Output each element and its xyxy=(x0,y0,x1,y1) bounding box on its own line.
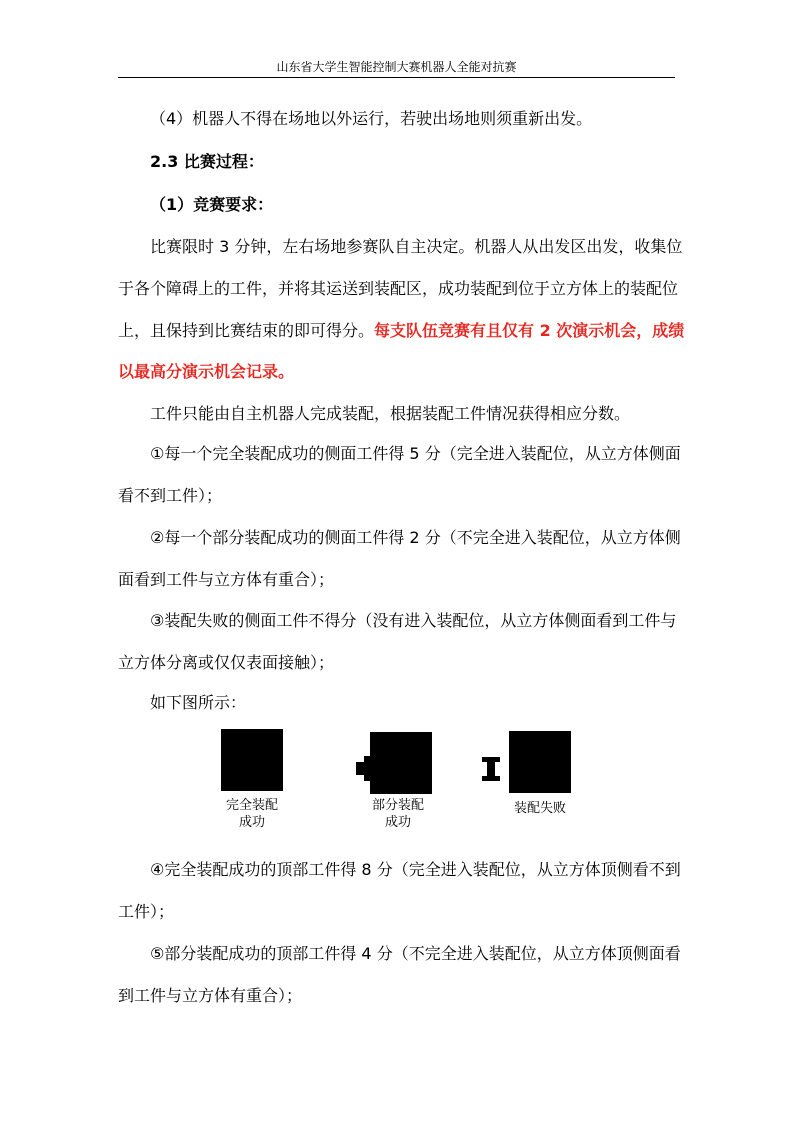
caption-complete xyxy=(212,797,292,831)
item-2-line-1: ②每一个部分装配成功的侧面工件得 2 分（不完全进入装配位，从立方体侧 xyxy=(150,528,681,547)
item-5-line-1: ⑤部分装配成功的顶部工件得 4 分（不完全进入装配位，从立方体顶侧面看 xyxy=(150,944,681,963)
workpiece-notch-top xyxy=(356,756,364,762)
page-header: 山东省大学生智能控制大赛机器人全能对抗赛 xyxy=(276,60,517,74)
caption-partial xyxy=(358,797,438,831)
section-title-text: 2.3 比赛过程： xyxy=(150,152,264,171)
cube-complete xyxy=(221,729,283,791)
item-4-line-2: 工件）； xyxy=(118,902,175,921)
sub-title: （1）竞赛要求： xyxy=(150,195,274,214)
item-4-line-1: ④完全装配成功的顶部工件得 8 分（完全进入装配位，从立方体顶侧看不到 xyxy=(150,860,681,879)
section-title xyxy=(150,149,675,172)
item-3-line-2: 立方体分离或仅仅表面接触）； xyxy=(118,653,335,672)
workpiece-failed-stem xyxy=(487,761,495,777)
cube-failed xyxy=(509,731,571,793)
paragraph-1-line-4: 以最高分演示机会记录。 xyxy=(118,362,295,381)
workpiece-failed-bottom xyxy=(482,776,500,781)
caption-complete-line-2: 成功 xyxy=(238,815,265,830)
caption-failed: 装配失败 xyxy=(513,801,566,816)
item-3-line-1: ③装配失败的侧面工件不得分（没有进入装配位，从立方体侧面看到工件与 xyxy=(150,611,677,630)
paragraph-2: 工件只能由自主机器人完成装配，根据装配工件情况获得相应分数。 xyxy=(150,404,631,423)
item-1-line-2: 看不到工件）； xyxy=(118,486,223,505)
item-2-line-2: 面看到工件与立方体有重合）； xyxy=(118,570,335,589)
figure-intro: 如下图所示： xyxy=(150,693,247,712)
rule-4: （4）机器人不得在场地以外运行，若驶出场地则须重新出发。 xyxy=(150,109,593,128)
demo-chance-highlight: 每支队伍竞赛有且仅有 2 次演示机会，成绩 xyxy=(374,321,685,340)
item-1-line-1: ①每一个完全装配成功的侧面工件得 5 分（完全进入装配位，从立方体侧面 xyxy=(150,444,681,463)
assembly-figure xyxy=(200,725,600,835)
paragraph-1-line-3 xyxy=(118,318,685,341)
paragraph-1-line-1: 比赛限时 3 分钟，左右场地参赛队自主决定。机器人从出发区出发，收集位 xyxy=(150,237,683,256)
paragraph-1-line-2: 于各个障碍上的工件，并将其运送到装配区，成功装配到位于立方体上的装配位 xyxy=(118,279,679,298)
paragraph-1-normal-text: 上，且保持到比赛结束的即可得分。 xyxy=(118,321,375,340)
item-5-line-2: 到工件与立方体有重合）； xyxy=(118,986,303,1005)
caption-complete-line-1: 完全装配 xyxy=(225,798,278,813)
caption-partial-line-1: 部分装配 xyxy=(371,798,424,813)
cube-partial xyxy=(370,732,432,794)
header-divider xyxy=(118,77,675,78)
workpiece-notch-bottom xyxy=(356,775,364,781)
caption-partial-line-2: 成功 xyxy=(384,815,411,830)
